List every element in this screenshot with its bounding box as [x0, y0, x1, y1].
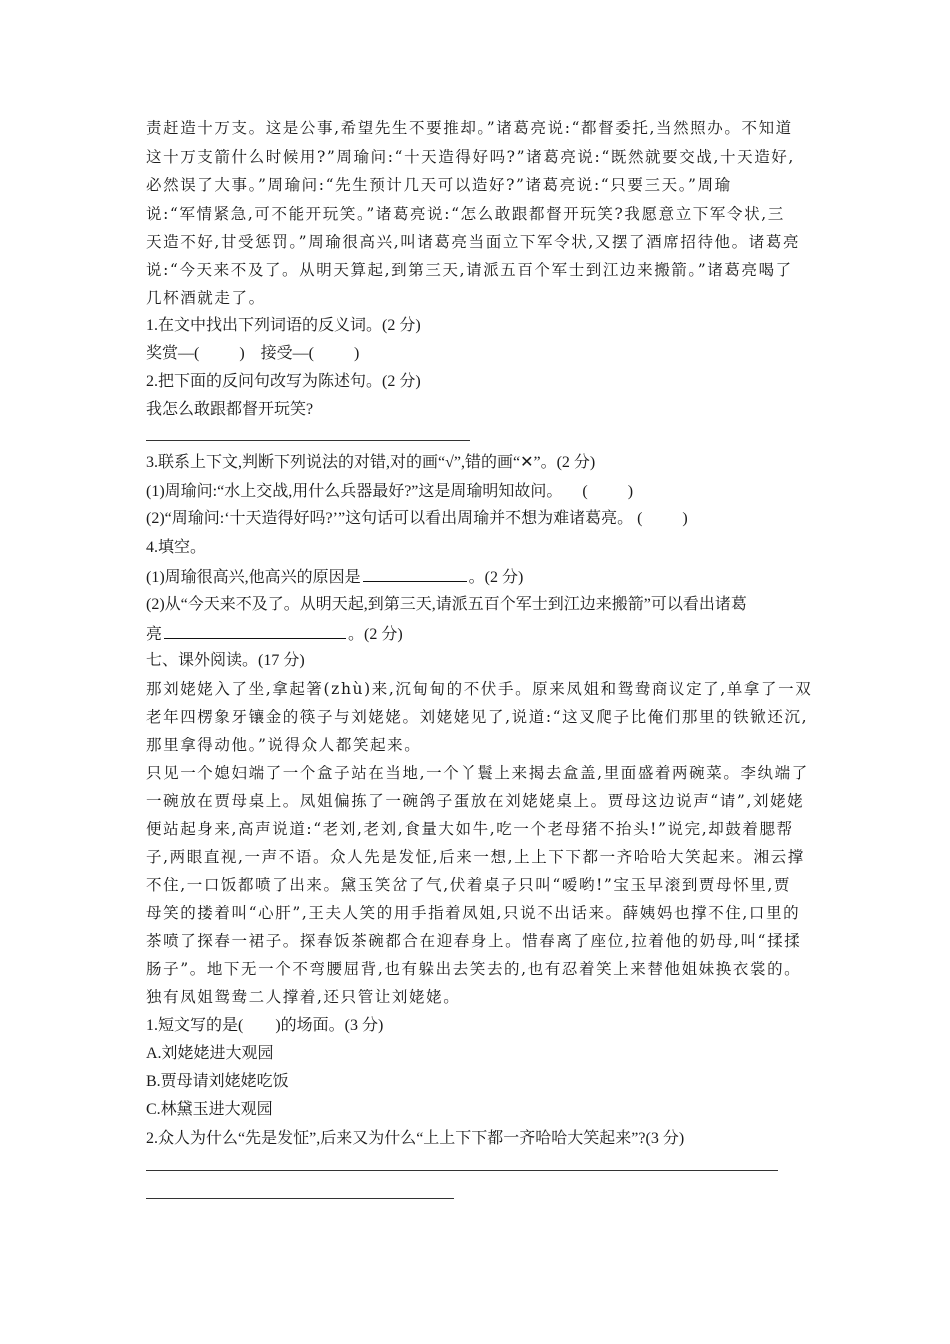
q1-answer-line: 奖赏—( ) 接受—( ) [146, 345, 360, 362]
passage1-line-5: 天造不好,甘受惩罚。”周瑜很高兴,叫诸葛亮当面立下军令状,又摆了酒席招待他。诸葛亮 [146, 233, 801, 251]
passage2-line-11: 肠子”。地下无一个不弯腰屈背,也有躲出去笑去的,也有忍着笑上来替他姐妹换衣裳的。 [146, 960, 802, 978]
passage1-line-6: 说:“今天来不及了。从明天算起,到第三天,请派五百个军士到江边来搬箭。”诸葛亮喝了 [146, 261, 793, 279]
q4-item-1-blank[interactable] [363, 565, 467, 582]
r2-answer-line-1[interactable] [146, 1170, 778, 1171]
q4-item-1 [146, 565, 806, 589]
q3-item-1: (1)周瑜问:“水上交战,用什么兵器最好?”这是周瑜明知故问。 ( ) [146, 483, 634, 500]
passage1-line-4: 说:“军情紧急,可不能开玩笑。”诸葛亮说:“怎么敢跟都督开玩笑?我愿意立下军令状,三 [146, 205, 785, 223]
r2-title: 2.众人为什么“先是发怔”,后来又为什么“上上下下都一齐哈哈大笑起来”?(3 分) [146, 1130, 685, 1147]
passage2-line-4: 只见一个媳妇端了一个盒子站在当地,一个丫鬟上来揭去盒盖,里面盛着两碗菜。李纨端了 [146, 764, 809, 782]
q3-title: 3.联系上下文,判断下列说法的对错,对的画“√”,错的画“✕”。(2 分) [146, 454, 596, 471]
passage1-line-3: 必然误了大事。”周瑜问:“先生预计几天可以造好?”诸葛亮说:“只要三天。”周瑜 [146, 176, 732, 194]
passage1-line-2: 这十万支箭什么时候用?”周瑜问:“十天造得好吗?”诸葛亮说:“既然就要交战,十天造好, [146, 148, 795, 166]
passage2-line-6: 便站起身来,高声说道:“老刘,老刘,食量大如牛,吃一个老母猪不抬头!”说完,却鼓着腮帮 [146, 820, 794, 838]
passage1-line-7: 几杯酒就走了。 [146, 289, 266, 307]
r1-option-c[interactable]: C.林黛玉进大观园 [146, 1101, 273, 1118]
q3-item-2: (2)“周瑜问:‘十天造得好吗?’”这句话可以看出周瑜并不想为难诸葛亮。 ( ) [146, 510, 688, 527]
r1-option-a[interactable]: A.刘姥姥进大观园 [146, 1045, 274, 1062]
q4-item-1-text: (1)周瑜很高兴,他高兴的原因是 [146, 569, 361, 586]
section7-title: 七、课外阅读。(17 分) [146, 652, 305, 669]
passage2-line-9: 母笑的搂着叫“心肝”,王夫人笑的用手指着凤姐,只说不出话来。薛姨妈也撑不住,口里的 [146, 904, 801, 922]
r1-option-b[interactable]: B.贾母请刘姥姥吃饭 [146, 1073, 289, 1090]
passage2-line-10: 茶喷了探春一裙子。探春饭茶碗都合在迎春身上。惜春离了座位,拉着他的奶母,叫“揉揉 [146, 932, 802, 950]
passage2-line-7: 子,两眼直视,一声不语。众人先是发怔,后来一想,上上下下都一齐哈哈大笑起来。湘云撑 [146, 848, 805, 866]
passage2-line-2: 老年四楞象牙镶金的筷子与刘姥姥。刘姥姥见了,说道:“这叉爬子比俺们那里的铁锨还沉, [146, 708, 809, 726]
q4-item-2-text: 亮 [146, 626, 163, 643]
q4-title: 4.填空。 [146, 539, 207, 556]
passage2-line-8: 不住,一口饭都喷了出来。黛玉笑岔了气,伏着桌子只叫“嗳哟!”宝玉早滚到贾母怀里,贾 [146, 876, 791, 894]
r2-answer-line-2[interactable] [146, 1198, 454, 1199]
q4-item-2-blank[interactable] [164, 622, 346, 639]
q4-item-2-score: 。(2 分) [348, 626, 403, 643]
passage2-line-1: 那刘姥姥入了坐,拿起箸(zhù)来,沉甸甸的不伏手。原来凤姐和鸳鸯商议定了,单拿了一双 [146, 680, 813, 698]
q2-answer-line[interactable] [146, 440, 470, 441]
r1-title: 1.短文写的是( )的场面。(3 分) [146, 1017, 384, 1034]
q4-item-2-line-2 [146, 622, 806, 646]
passage1-line-1: 责赶造十万支。这是公事,希望先生不要推却。”诸葛亮说:“都督委托,当然照办。不知道 [146, 119, 793, 137]
passage2-line-12: 独有凤姐鸳鸯二人撑着,还只管让刘姥姥。 [146, 988, 461, 1006]
passage2-line-5: 一碗放在贾母桌上。凤姐偏拣了一碗鸽子蛋放在刘姥姥桌上。贾母这边说声“请”,刘姥姥 [146, 792, 805, 810]
passage2-line-3: 那里拿得动他。”说得众人都笑起来。 [146, 736, 422, 754]
q1-title: 1.在文中找出下列词语的反义词。(2 分) [146, 317, 421, 334]
q4-item-2-line-1: (2)从“今天来不及了。从明天起,到第三天,请派五百个军士到江边来搬箭”可以看出诸葛 [146, 596, 747, 613]
q2-sentence: 我怎么敢跟都督开玩笑? [146, 401, 314, 418]
q4-item-1-score: 。(2 分) [468, 569, 524, 586]
q2-title: 2.把下面的反问句改写为陈述句。(2 分) [146, 373, 421, 390]
